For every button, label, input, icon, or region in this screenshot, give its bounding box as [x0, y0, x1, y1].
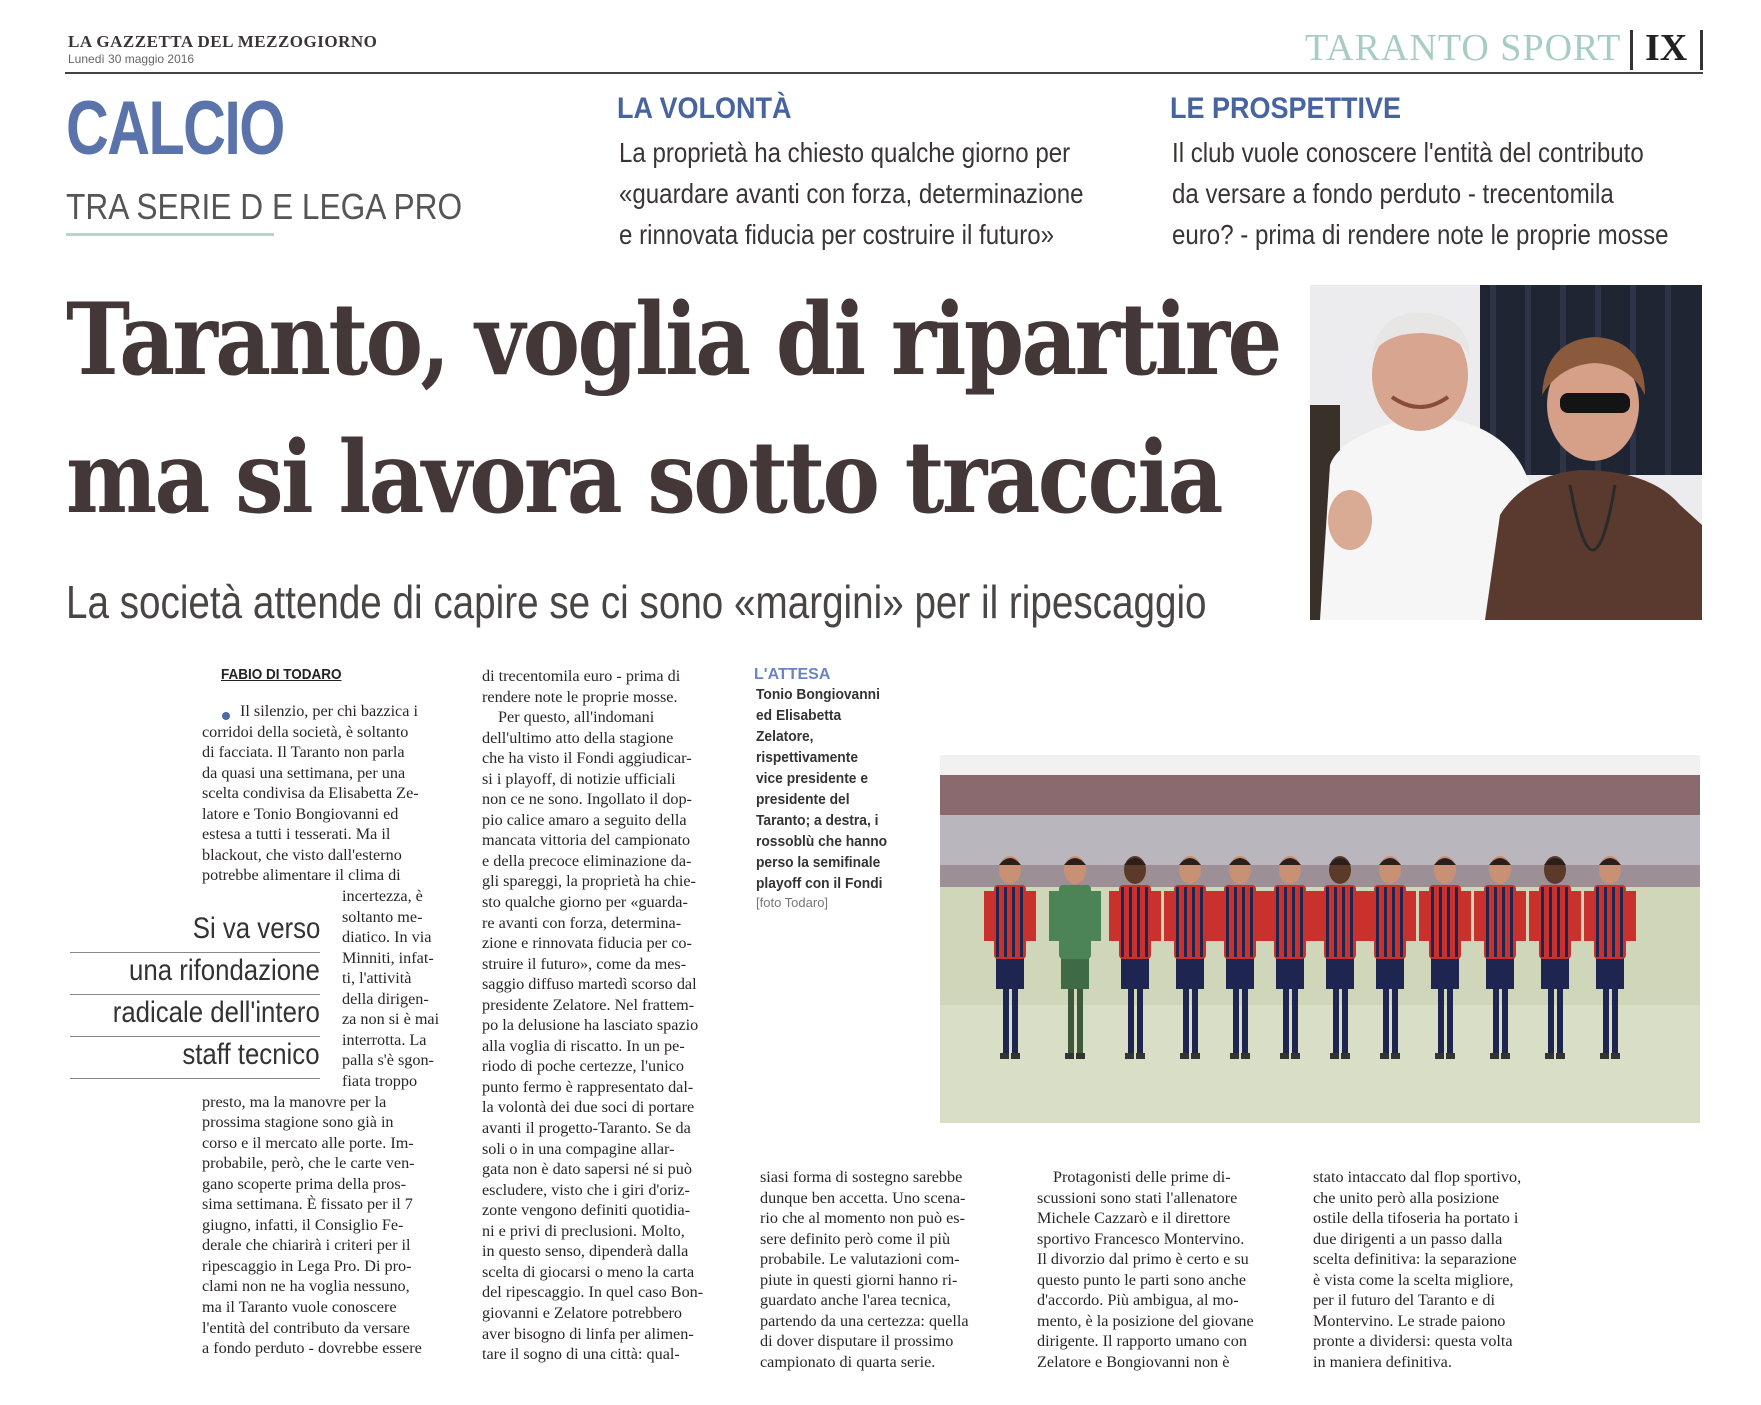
- column-5: [1313, 1167, 1566, 1372]
- team-photo: [940, 755, 1700, 1123]
- volonta-box-text: [619, 132, 1083, 255]
- column-1-top: [202, 722, 455, 886]
- text-line: scelta di giocarsi o meno la carta: [482, 1262, 695, 1281]
- text-line: Zelatore e Bongiovanni non è: [1037, 1352, 1230, 1371]
- text-line: scelta condivisa da Elisabetta Ze-: [202, 784, 419, 803]
- text-line: corridoi della società, è soltanto: [202, 722, 409, 741]
- text-line: dunque ben accetta. Uno scena-: [760, 1188, 966, 1207]
- headline-line-2: ma si lavora sotto traccia: [66, 420, 1221, 536]
- text-line: escludere, visto che i giri d'oriz-: [482, 1180, 690, 1199]
- text-line: stato intaccato dal flop sportivo,: [1313, 1168, 1522, 1186]
- text-line: Minniti, infat-: [342, 948, 434, 967]
- text-line: gata non è dato sapersi né si può: [482, 1160, 692, 1179]
- text-line: clami non ne ha voglia nessuno,: [202, 1277, 410, 1296]
- column-1-bottom: [202, 1092, 455, 1359]
- prospettive-box-text: [1172, 132, 1669, 255]
- text-line: aver bisogno di linfa per alimen-: [482, 1324, 694, 1343]
- prospettive-line: da versare a fondo perduto - trecentomila: [1172, 178, 1614, 209]
- text-line: incertezza, è: [342, 887, 423, 905]
- text-line: in maniera definitiva.: [1313, 1352, 1452, 1371]
- text-line: punto fermo è rappresentato dal-: [482, 1077, 694, 1096]
- bullet-dot: [222, 712, 230, 720]
- caption-line: Taranto; a destra, i: [756, 812, 879, 829]
- text-line: dell'ultimo atto della stagione: [482, 728, 674, 747]
- text-line: interrotta. La: [342, 1030, 427, 1049]
- text-line: per il futuro del Taranto e di: [1313, 1291, 1495, 1310]
- volonta-line: La proprietà ha chiesto qualche giorno per: [619, 137, 1071, 168]
- text-line: presto, ma la manovre per la: [202, 1092, 387, 1111]
- masthead-rule: [65, 72, 1703, 74]
- text-line: ostile della tifoseria ha portato i: [1313, 1209, 1519, 1228]
- text-line: l'entità del contributo da versare: [202, 1318, 410, 1337]
- text-line: di facciata. Il Taranto non parla: [202, 743, 405, 762]
- text-line: ma il Taranto vuole conoscere: [202, 1297, 397, 1316]
- text-line: zonte vengono definiti quotidia-: [482, 1201, 691, 1220]
- text-line: Protagonisti delle prime di-: [1053, 1168, 1231, 1186]
- text-line: ti, l'attività: [342, 969, 412, 988]
- column-4: [1037, 1167, 1290, 1372]
- text-line: è vista come la scelta migliore,: [1313, 1270, 1514, 1289]
- column-1-intro: [240, 701, 455, 722]
- page-number-divider-end: [1700, 30, 1703, 70]
- text-line: Per questo, all'indomani: [498, 708, 655, 727]
- text-line: po la delusione ha lasciato spazio: [482, 1016, 699, 1035]
- column-3: [760, 1167, 1013, 1372]
- text-line: fiata troppo: [342, 1071, 418, 1090]
- text-line: la volontà dei due soci di portare: [482, 1098, 695, 1117]
- pull-quote-line: Si va verso: [192, 912, 320, 945]
- text-line: da quasi una settimana, per una: [202, 763, 406, 782]
- text-line: scelta definitiva: la separazione: [1313, 1250, 1517, 1269]
- caption-line: perso la semifinale: [756, 854, 881, 871]
- text-line: siasi forma di sostegno sarebbe: [760, 1168, 963, 1186]
- pull-quote-line: radicale dell'intero: [112, 996, 320, 1029]
- text-line: presidente Zelatore. Nel frattem-: [482, 995, 695, 1014]
- text-line: di dover disputare il prossimo: [760, 1332, 954, 1351]
- text-line: prossima stagione sono già in: [202, 1113, 394, 1132]
- team-illustration: [940, 755, 1700, 1123]
- text-line: latore e Tonio Bongiovanni ed: [202, 804, 399, 823]
- text-line: scussioni sono stati l'allenatore: [1037, 1188, 1238, 1207]
- text-line: gano scoperte prima della pros-: [202, 1174, 407, 1193]
- text-line: derale che chiarirà i criteri per il: [202, 1236, 411, 1255]
- text-line: giugno, infatti, il Consiglio Fe-: [202, 1215, 404, 1234]
- text-line: campionato di quarta serie.: [760, 1352, 936, 1371]
- text-line: Michele Cazzarò e il direttore: [1037, 1209, 1231, 1228]
- column-2: [482, 666, 732, 1365]
- text-line: e della precoce eliminazione da-: [482, 851, 692, 870]
- text-line: ni e privi di preclusioni. Molto,: [482, 1221, 685, 1240]
- text-line: alla voglia di riscatto. In un pe-: [482, 1036, 685, 1055]
- text-line: mento, è la posizione del giovane: [1037, 1311, 1254, 1330]
- text-line: in questo senso, dipenderà dalla: [482, 1242, 689, 1261]
- caption-line: ed Elisabetta: [756, 707, 842, 724]
- prospettive-line: Il club vuole conoscere l'entità del contributo: [1172, 137, 1644, 168]
- text-line: gli spareggi, la proprietà ha chie-: [482, 872, 696, 891]
- pull-quote-rule: [70, 1036, 320, 1037]
- text-line: riodo di poche certezze, l'unico: [482, 1057, 685, 1076]
- text-line: del ripescaggio. In quel caso Bon-: [482, 1283, 704, 1302]
- text-line: dirigente. Il rapporto umano con: [1037, 1332, 1247, 1351]
- text-line: za non si è mai: [342, 1010, 440, 1029]
- pull-quote-line: una rifondazione: [129, 954, 320, 987]
- text-line: a fondo perduto - dovrebbe essere: [202, 1339, 422, 1358]
- text-line: struire il futuro», come da mes-: [482, 954, 687, 973]
- text-line: pronte a dividersi: questa volta: [1313, 1332, 1513, 1351]
- text-line: probabile, però, che le carte ven-: [202, 1154, 415, 1173]
- text-line: ripescaggio in Lega Pro. Di pro-: [202, 1256, 412, 1275]
- caption-line: vice presidente e: [756, 770, 868, 787]
- prospettive-box-title: LE PROSPETTIVE: [1170, 92, 1402, 125]
- text-line: probabile. Le valutazioni com-: [760, 1250, 960, 1269]
- photo-credit: [foto Todaro]: [756, 895, 829, 910]
- page-number-divider: [1630, 30, 1633, 70]
- text-line: rio che al momento non può es-: [760, 1209, 965, 1228]
- text-line: Il silenzio, per chi bazzica i: [240, 702, 418, 720]
- text-line: due dirigenti a un passo dalla: [1313, 1229, 1503, 1248]
- text-line: si i playoff, di notizie ufficiali: [482, 769, 676, 788]
- volonta-line: «guardare avanti con forza, determinazione: [619, 178, 1084, 209]
- text-line: d'accordo. Più ambigua, al mo-: [1037, 1291, 1239, 1310]
- text-line: sere definito però come il più: [760, 1229, 951, 1248]
- text-line: palla s'è sgon-: [342, 1051, 434, 1070]
- text-line: piute in questi giorni hanno ri-: [760, 1270, 958, 1289]
- portrait-illustration: [1310, 285, 1702, 620]
- issue-date: Lunedì 30 maggio 2016: [68, 52, 195, 66]
- text-line: giovanni e Zelatore potrebbero: [482, 1303, 683, 1322]
- caption-line: rispettivamente: [756, 749, 859, 766]
- text-line: sima settimana. È fissato per il 7: [202, 1195, 413, 1214]
- text-line: estesa a tutti i tesserati. Ma il: [202, 825, 391, 844]
- kicker-title: CALCIO: [66, 86, 284, 171]
- text-line: avanti il progetto-Taranto. Se da: [482, 1119, 691, 1138]
- text-line: diatico. In via: [342, 928, 432, 947]
- page-number: IX: [1645, 27, 1688, 69]
- text-line: Montervino. Le strade paiono: [1313, 1311, 1506, 1330]
- pull-quote-rule: [70, 952, 320, 953]
- text-line: blackout, che visto dall'esterno: [202, 845, 402, 864]
- pull-quote-rule: [70, 1078, 320, 1079]
- caption-line: Tonio Bongiovanni: [756, 686, 880, 703]
- kicker-underline: [66, 233, 274, 236]
- volonta-box-title: LA VOLONTÀ: [617, 92, 792, 125]
- caption-line: rossoblù che hanno: [756, 833, 888, 850]
- pull-quote-rule: [70, 994, 320, 995]
- prospettive-line: euro? - prima di rendere note le proprie mosse: [1172, 219, 1669, 250]
- text-line: questo punto le parti sono anche: [1037, 1270, 1247, 1289]
- text-line: potrebbe alimentare il clima di: [202, 866, 401, 885]
- text-line: che ha visto il Fondi aggiudicar-: [482, 749, 692, 768]
- text-line: non ce ne sono. Ingollato il dop-: [482, 790, 692, 809]
- subheadline: La società attende di capire se ci sono «margini» per il ripescaggio: [66, 576, 1207, 628]
- text-line: tare il sogno di una città: qual-: [482, 1345, 680, 1364]
- text-line: di trecentomila euro - prima di: [482, 667, 681, 685]
- text-line: guardato anche l'area tecnica,: [760, 1291, 951, 1310]
- text-line: che unito però alla posizione: [1313, 1188, 1500, 1207]
- text-line: pio calice amaro a seguito della: [482, 810, 687, 829]
- text-line: sto qualche giorno per «guarda-: [482, 893, 688, 912]
- byline: FABIO DI TODARO: [221, 666, 342, 683]
- column-1-narrow: [342, 886, 455, 1091]
- text-line: Il divorzio dal primo è certo e su: [1037, 1250, 1249, 1269]
- text-line: mancata vittoria del campionato: [482, 831, 691, 850]
- text-line: zione e rinnovata fiducia per co-: [482, 934, 692, 953]
- text-line: rendere note le proprie mosse.: [482, 687, 678, 706]
- portrait-photo: [1310, 285, 1702, 620]
- headline-line-1: Taranto, voglia di ripartire: [66, 282, 1280, 398]
- newspaper-name: LA GAZZETTA DEL MEZZOGIORNO: [68, 32, 378, 51]
- kicker-subtitle: TRA SERIE D E LEGA PRO: [66, 186, 463, 227]
- pull-quote-line: staff tecnico: [182, 1038, 320, 1071]
- text-line: saggio diffuso martedì scorso dal: [482, 975, 697, 994]
- volonta-line: e rinnovata fiducia per costruire il futuro»: [619, 219, 1055, 250]
- text-line: della dirigen-: [342, 989, 429, 1008]
- text-line: sportivo Francesco Montervino.: [1037, 1229, 1245, 1248]
- caption-line: playoff con il Fondi: [756, 875, 883, 892]
- text-line: re avanti con forza, determina-: [482, 913, 682, 932]
- caption-title: L'ATTESA: [754, 666, 831, 683]
- text-line: corso e il mercato alle porte. Im-: [202, 1133, 414, 1152]
- text-line: partendo da una certezza: quella: [760, 1311, 969, 1330]
- text-line: soli o in una compagine allar-: [482, 1139, 675, 1158]
- caption-line: Zelatore,: [756, 728, 814, 745]
- text-line: soltanto me-: [342, 907, 423, 926]
- section-title: TARANTO SPORT: [1305, 27, 1622, 69]
- caption-line: presidente del: [756, 791, 850, 808]
